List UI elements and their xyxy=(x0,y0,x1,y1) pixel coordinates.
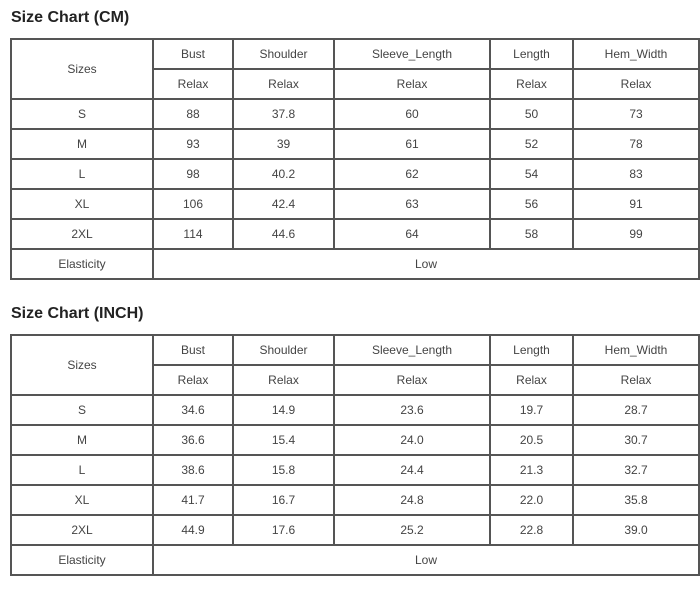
value-cell: 58 xyxy=(490,219,573,249)
fit-cell: Relax xyxy=(573,69,699,99)
size-chart-cm-table xyxy=(10,38,700,280)
value-cell: 20.5 xyxy=(490,425,573,455)
table-row xyxy=(11,485,699,515)
value-cell: 41.7 xyxy=(153,485,233,515)
value-cell: 14.9 xyxy=(233,395,334,425)
size-cell: M xyxy=(11,129,153,159)
size-chart-inch-table xyxy=(10,334,700,576)
column-header: Shoulder xyxy=(233,39,334,69)
value-cell: 39 xyxy=(233,129,334,159)
value-cell: 15.4 xyxy=(233,425,334,455)
fit-cell: Relax xyxy=(233,365,334,395)
value-cell: 22.0 xyxy=(490,485,573,515)
fit-cell: Relax xyxy=(233,69,334,99)
size-cell: XL xyxy=(11,485,153,515)
size-cell: S xyxy=(11,99,153,129)
fit-cell: Relax xyxy=(490,365,573,395)
size-cell: M xyxy=(11,425,153,455)
value-cell: 19.7 xyxy=(490,395,573,425)
sizes-header: Sizes xyxy=(11,335,153,395)
fit-cell: Relax xyxy=(153,365,233,395)
elasticity-label: Elasticity xyxy=(11,249,153,279)
table-row xyxy=(11,395,699,425)
size-cell: 2XL xyxy=(11,219,153,249)
value-cell: 114 xyxy=(153,219,233,249)
value-cell: 61 xyxy=(334,129,490,159)
value-cell: 16.7 xyxy=(233,485,334,515)
table-row xyxy=(11,99,699,129)
value-cell: 42.4 xyxy=(233,189,334,219)
value-cell: 17.6 xyxy=(233,515,334,545)
table-row xyxy=(11,189,699,219)
column-header: Length xyxy=(490,335,573,365)
sizes-header: Sizes xyxy=(11,39,153,99)
value-cell: 21.3 xyxy=(490,455,573,485)
value-cell: 24.0 xyxy=(334,425,490,455)
elasticity-value: Low xyxy=(153,249,699,279)
column-header: Shoulder xyxy=(233,335,334,365)
column-header: Hem_Width xyxy=(573,335,699,365)
fit-cell: Relax xyxy=(334,69,490,99)
value-cell: 106 xyxy=(153,189,233,219)
value-cell: 91 xyxy=(573,189,699,219)
fit-cell: Relax xyxy=(153,69,233,99)
value-cell: 88 xyxy=(153,99,233,129)
fit-cell: Relax xyxy=(490,69,573,99)
value-cell: 25.2 xyxy=(334,515,490,545)
column-header: Length xyxy=(490,39,573,69)
value-cell: 98 xyxy=(153,159,233,189)
value-cell: 83 xyxy=(573,159,699,189)
value-cell: 99 xyxy=(573,219,699,249)
column-header: Hem_Width xyxy=(573,39,699,69)
value-cell: 56 xyxy=(490,189,573,219)
value-cell: 30.7 xyxy=(573,425,699,455)
table-row xyxy=(11,455,699,485)
value-cell: 35.8 xyxy=(573,485,699,515)
value-cell: 32.7 xyxy=(573,455,699,485)
size-chart-cm-title: Size Chart (CM) xyxy=(11,9,130,26)
column-header: Sleeve_Length xyxy=(334,39,490,69)
value-cell: 37.8 xyxy=(233,99,334,129)
column-header: Sleeve_Length xyxy=(334,335,490,365)
table-row xyxy=(11,425,699,455)
value-cell: 73 xyxy=(573,99,699,129)
value-cell: 15.8 xyxy=(233,455,334,485)
value-cell: 63 xyxy=(334,189,490,219)
table-row xyxy=(11,515,699,545)
column-header: Bust xyxy=(153,39,233,69)
size-cell: L xyxy=(11,159,153,189)
table-row xyxy=(11,219,699,249)
value-cell: 38.6 xyxy=(153,455,233,485)
value-cell: 44.9 xyxy=(153,515,233,545)
value-cell: 93 xyxy=(153,129,233,159)
value-cell: 28.7 xyxy=(573,395,699,425)
value-cell: 40.2 xyxy=(233,159,334,189)
value-cell: 64 xyxy=(334,219,490,249)
size-chart-inch-title: Size Chart (INCH) xyxy=(11,305,144,322)
size-cell: XL xyxy=(11,189,153,219)
table-header-row xyxy=(11,39,699,69)
fit-cell: Relax xyxy=(334,365,490,395)
value-cell: 36.6 xyxy=(153,425,233,455)
value-cell: 62 xyxy=(334,159,490,189)
value-cell: 52 xyxy=(490,129,573,159)
value-cell: 23.6 xyxy=(334,395,490,425)
size-cell: L xyxy=(11,455,153,485)
value-cell: 54 xyxy=(490,159,573,189)
value-cell: 60 xyxy=(334,99,490,129)
value-cell: 39.0 xyxy=(573,515,699,545)
value-cell: 22.8 xyxy=(490,515,573,545)
value-cell: 34.6 xyxy=(153,395,233,425)
elasticity-row xyxy=(11,545,699,575)
elasticity-value: Low xyxy=(153,545,699,575)
table-header-row xyxy=(11,335,699,365)
value-cell: 44.6 xyxy=(233,219,334,249)
table-row xyxy=(11,129,699,159)
value-cell: 24.4 xyxy=(334,455,490,485)
value-cell: 50 xyxy=(490,99,573,129)
elasticity-label: Elasticity xyxy=(11,545,153,575)
column-header: Bust xyxy=(153,335,233,365)
elasticity-row xyxy=(11,249,699,279)
fit-cell: Relax xyxy=(573,365,699,395)
size-cell: 2XL xyxy=(11,515,153,545)
size-cell: S xyxy=(11,395,153,425)
value-cell: 24.8 xyxy=(334,485,490,515)
value-cell: 78 xyxy=(573,129,699,159)
table-row xyxy=(11,159,699,189)
